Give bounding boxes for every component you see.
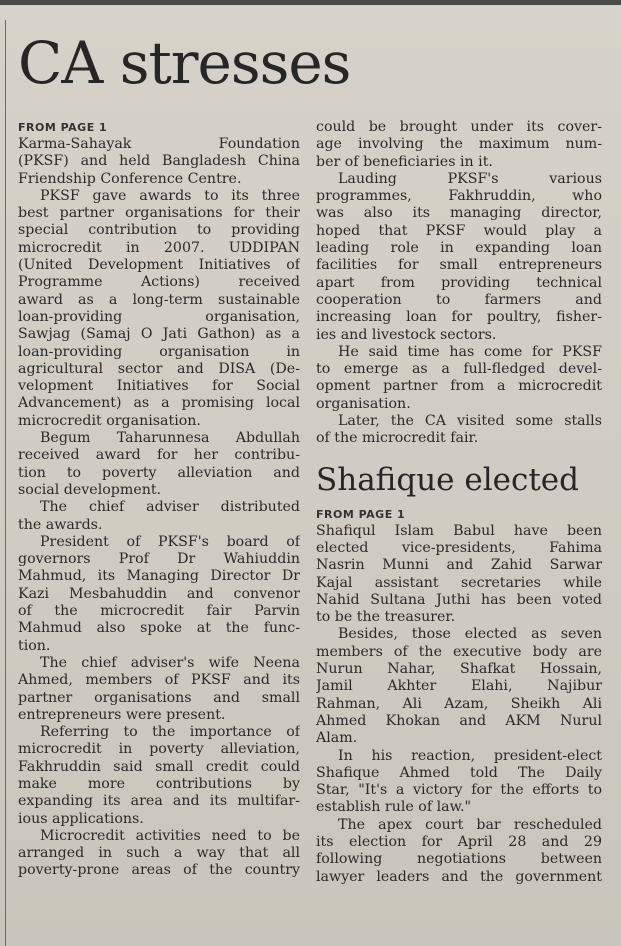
- text-line: best partner organisations for their: [18, 205, 300, 222]
- text-line: of the microcredit fair.: [316, 430, 479, 447]
- text-line: Kazi Mesbahuddin and convenor: [18, 585, 300, 602]
- text-line: expanding its area and its multifar-: [18, 793, 300, 810]
- text-line: Kajal assistant secretaries while: [316, 574, 602, 591]
- text-line: Fakhruddin said small credit could: [18, 758, 300, 775]
- article-body-col2: [316, 119, 602, 448]
- text-line: its election for April 28 and 29: [316, 833, 602, 850]
- text-line: partner organisations and small: [18, 689, 300, 706]
- text-line: entrepreneurs were present.: [18, 706, 226, 723]
- text-line: In his reaction, president-elect: [338, 747, 602, 764]
- text-line: to be the treasurer.: [316, 609, 456, 626]
- from-page-kicker-2: FROM PAGE 1: [316, 507, 406, 521]
- headline-shafique-elected: Shafique elected: [316, 461, 579, 498]
- text-line: Begum Taharunnesa Abdullah: [40, 430, 300, 447]
- text-line: governors Prof Dr Wahiuddin: [18, 551, 300, 568]
- text-line: Shafiqul Islam Babul have been: [316, 522, 602, 539]
- text-line: loan-providing organisation in: [18, 343, 300, 360]
- text-line: Referring to the importance of: [40, 724, 300, 741]
- text-line: Besides, those elected as seven: [338, 626, 602, 643]
- text-line: following negotiations between: [316, 851, 602, 868]
- text-line: (United Development Initiatives of: [18, 257, 300, 274]
- text-line: agricultural sector and DISA (De-: [18, 360, 300, 377]
- text-line: Jamil Akhter Elahi, Najibur: [316, 678, 602, 695]
- text-line: ious applications.: [18, 810, 144, 827]
- text-line: received award for her contribu-: [18, 447, 300, 464]
- text-line: lawyer leaders and the government: [316, 868, 602, 885]
- text-line: leading role in expanding loan: [316, 240, 602, 257]
- text-line: The apex court bar rescheduled: [338, 816, 602, 833]
- text-line: Karma-Sahayak Foundation: [18, 136, 300, 152]
- text-line: arranged in such a way that all: [18, 845, 300, 862]
- text-line: microcredit in 2007. UDDIPAN: [18, 239, 300, 256]
- text-line: Microcredit activities need to be: [40, 827, 300, 844]
- text-line: social development.: [18, 481, 162, 498]
- text-line: loan-providing organisation,: [18, 308, 300, 325]
- text-line: was also its managing director,: [316, 205, 602, 222]
- article-column-2: [316, 119, 602, 886]
- text-line: tion to poverty alleviation and: [18, 464, 300, 481]
- text-line: PKSF gave awards to its three: [40, 187, 300, 204]
- text-line: Nasrin Munni and Zahid Sarwar: [316, 557, 602, 574]
- text-line: Mahmud also spoke at the func-: [18, 620, 300, 637]
- text-line: Nahid Sultana Juthi has been voted: [316, 591, 602, 608]
- text-line: to emerge as a full-fledged devel-: [316, 361, 602, 378]
- text-line: age involving the maximum num-: [316, 136, 602, 153]
- text-line: Advancement) as a promising local: [18, 395, 300, 412]
- text-line: establish rule of law.": [316, 799, 472, 816]
- text-line: Programme Actions) received: [18, 274, 300, 291]
- text-line: The chief adviser's wife Neena: [40, 654, 300, 671]
- top-rule: [0, 0, 621, 5]
- text-line: Sawjag (Samaj O Jati Gathon) as a: [18, 326, 300, 343]
- text-line: Ahmed, members of PKSF and its: [18, 672, 300, 689]
- text-line: The chief adviser distributed: [40, 499, 300, 516]
- text-line: Alam.: [316, 730, 358, 747]
- text-line: Later, the CA visited some stalls: [338, 413, 602, 430]
- text-line: special contribution to providing: [18, 222, 300, 239]
- text-line: Shafique Ahmed told The Daily: [316, 764, 602, 781]
- text-line: He said time has come for PKSF: [338, 343, 602, 360]
- text-line: velopment Initiatives for Social: [18, 378, 300, 395]
- headline-ca-stresses: CA stresses: [18, 29, 351, 97]
- text-line: President of PKSF's board of: [40, 533, 300, 550]
- text-line: could be brought under its cover-: [316, 119, 602, 135]
- column-rule: [5, 20, 6, 946]
- text-line: members of the executive body are: [316, 643, 602, 660]
- text-line: apart from providing technical: [316, 274, 602, 291]
- text-line: Ahmed Khokan and AKM Nurul: [316, 712, 602, 729]
- text-line: organisation.: [316, 395, 411, 412]
- text-line: ies and livestock sectors.: [316, 326, 497, 343]
- text-line: (PKSF) and held Bangladesh China: [18, 153, 300, 170]
- text-line: elected vice-presidents, Fahima: [316, 539, 602, 556]
- text-line: Rahman, Ali Azam, Sheikh Ali: [316, 695, 602, 712]
- text-line: make more contributions by: [18, 775, 300, 792]
- text-line: hoped that PKSF would play a: [316, 222, 602, 239]
- text-line: of the microcredit fair Parvin: [18, 603, 300, 620]
- text-line: Friendship Conference Centre.: [18, 170, 242, 187]
- text-line: microcredit in poverty alleviation,: [18, 741, 300, 758]
- text-line: Mahmud, its Managing Director Dr: [18, 568, 300, 585]
- text-line: Lauding PKSF's various: [338, 170, 602, 187]
- text-line: Star, "It's a victory for the efforts to: [316, 782, 602, 799]
- text-line: the awards.: [18, 516, 103, 533]
- article-body-shafique: [316, 523, 602, 886]
- text-line: programmes, Fakhruddin, who: [316, 188, 602, 205]
- text-line: tion.: [18, 637, 51, 654]
- text-line: poverty-prone areas of the country: [18, 862, 300, 879]
- text-line: award as a long-term sustainable: [18, 291, 300, 308]
- text-line: cooperation to farmers and: [316, 291, 602, 308]
- article-column-1: [18, 119, 300, 880]
- article-body-col1: [18, 136, 300, 880]
- text-line: microcredit organisation.: [18, 412, 201, 429]
- text-line: Nurun Nahar, Shafkat Hossain,: [316, 661, 602, 678]
- text-line: facilities for small entrepreneurs: [316, 257, 602, 274]
- from-page-kicker: FROM PAGE 1: [18, 121, 108, 134]
- text-line: increasing loan for poultry, fisher-: [316, 309, 602, 326]
- text-line: ber of beneficiaries in it.: [316, 153, 493, 170]
- text-line: opment partner from a microcredit: [316, 378, 602, 395]
